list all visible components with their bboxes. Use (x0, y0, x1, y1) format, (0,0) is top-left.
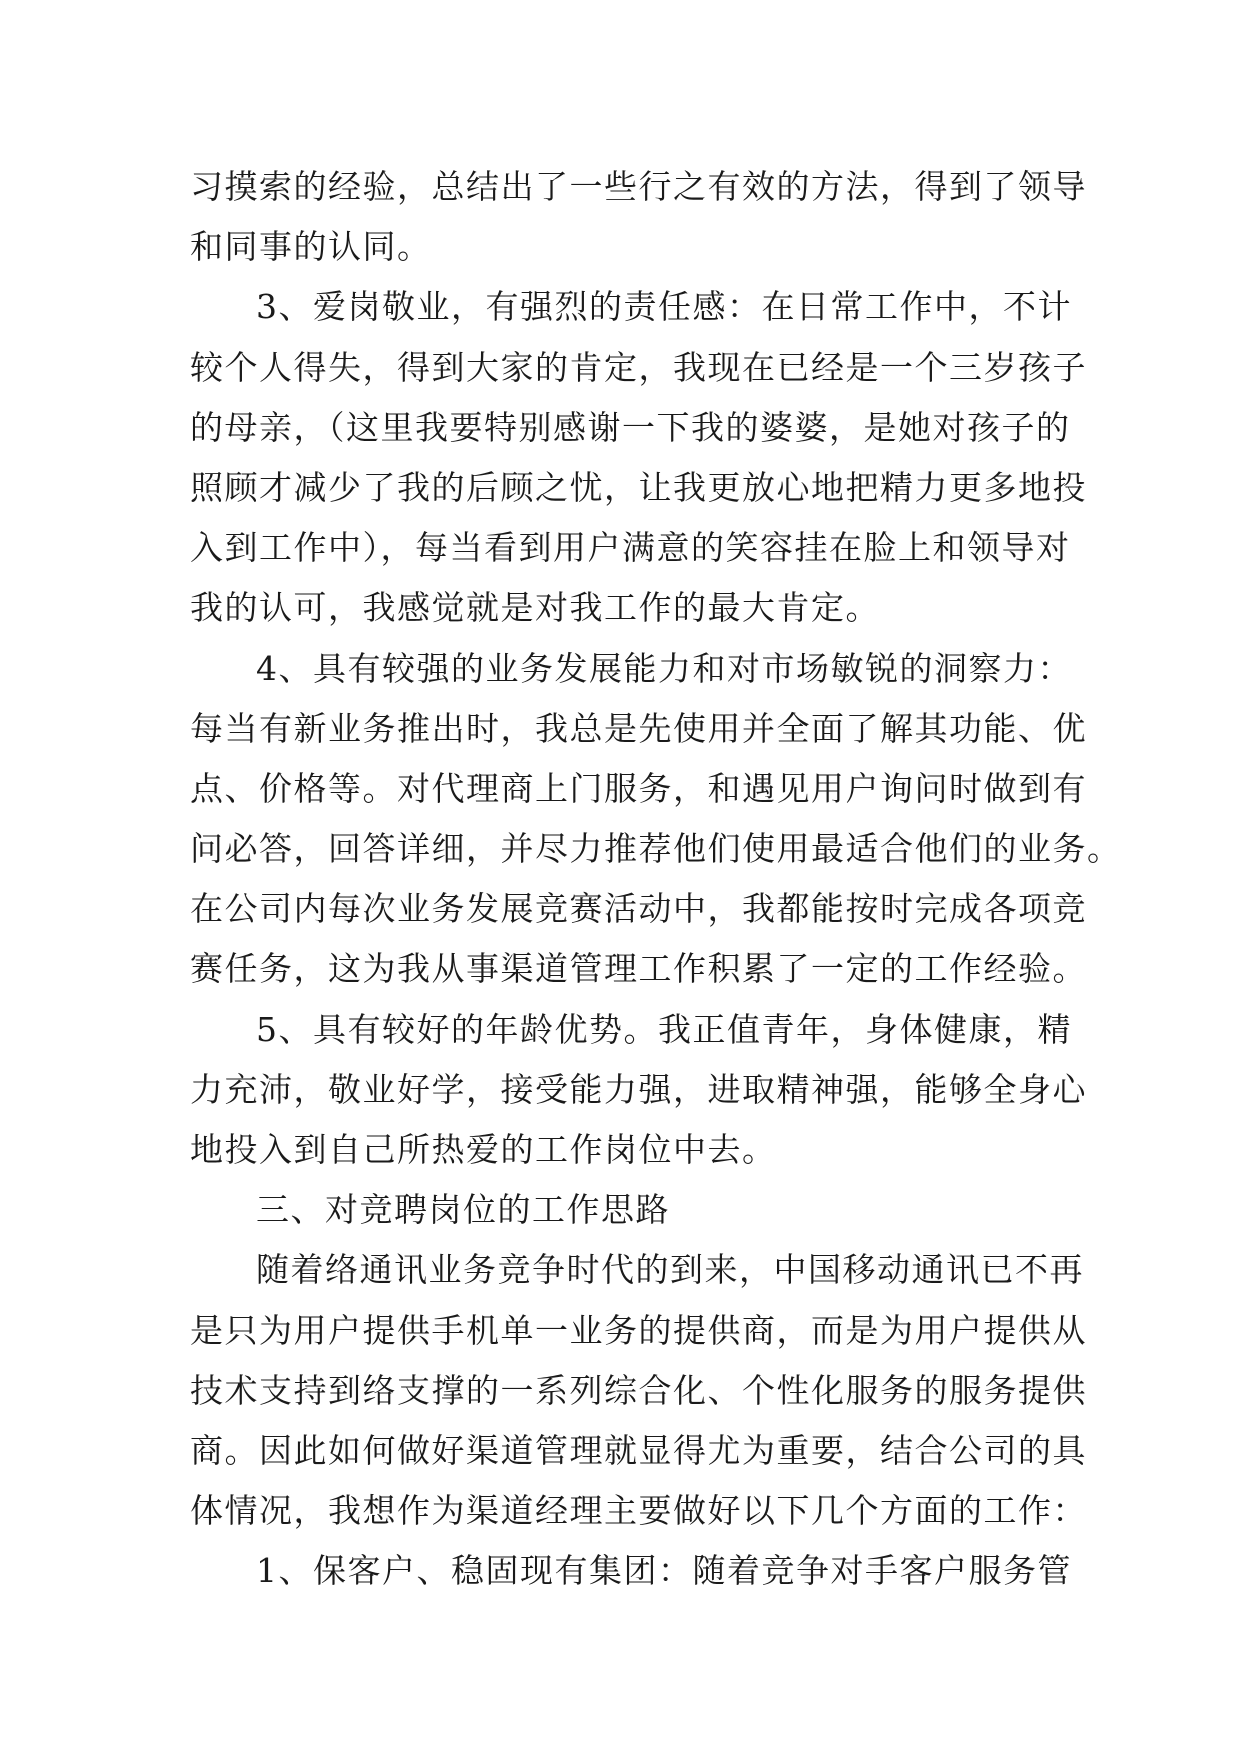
text-line: 照顾才减少了我的后顾之忧，让我更放心地把精力更多地投 (190, 467, 1087, 507)
text-line: 商。因此如何做好渠道管理就显得尤为重要，结合公司的具 (190, 1430, 1087, 1470)
text-line: 的母亲，（这里我要特别感谢一下我的婆婆，是她对孩子的 (190, 407, 1071, 447)
paragraph-start-line: 随着络通讯业务竞争时代的到来，中国移动通讯已不再 (256, 1250, 1084, 1290)
text-line: 技术支持到络支撑的一系列综合化、个性化服务的服务提供 (190, 1370, 1087, 1410)
body-text (190, 157, 1122, 1602)
paragraph-start-line: 5、具有较好的年龄优势。我正值青年，身体健康，精 (256, 1009, 1072, 1049)
text-line: 我的认可，我感觉就是对我工作的最大肯定。 (190, 588, 880, 628)
text-line: 在公司内每次业务发展竞赛活动中，我都能按时完成各项竞 (190, 889, 1087, 929)
section-heading: 三、对竞聘岗位的工作思路 (256, 1190, 670, 1230)
paragraph-start-line: 3、爱岗敬业，有强烈的责任感：在日常工作中，不计 (256, 287, 1072, 327)
text-line: 和同事的认同。 (190, 227, 432, 267)
text-line: 赛任务，这为我从事渠道管理工作积累了一定的工作经验。 (190, 949, 1087, 989)
text-line: 习摸索的经验，总结出了一些行之有效的方法，得到了领导 (190, 167, 1087, 206)
text-line: 体情况，我想作为渠道经理主要做好以下几个方面的工作： (190, 1491, 1087, 1531)
text-line: 问必答，回答详细，并尽力推荐他们使用最适合他们的业务。 (190, 829, 1122, 869)
text-line: 每当有新业务推出时，我总是先使用并全面了解其功能、优 (190, 708, 1087, 748)
text-line: 是只为用户提供手机单一业务的提供商，而是为用户提供从 (190, 1310, 1087, 1350)
text-line: 地投入到自己所热爱的工作岗位中去。 (190, 1130, 777, 1169)
text-line: 较个人得失，得到大家的肯定，我现在已经是一个三岁孩子 (190, 347, 1087, 387)
text-line: 入到工作中），每当看到用户满意的笑容挂在脸上和领导对 (190, 528, 1071, 568)
paragraph-start-line: 4、具有较强的业务发展能力和对市场敏锐的洞察力： (256, 648, 1072, 688)
text-line: 点、价格等。对代理商上门服务，和遇见用户询问时做到有 (190, 768, 1087, 808)
paragraph-start-line: 1、保客户、稳固现有集团：随着竞争对手客户服务管 (256, 1551, 1072, 1591)
text-line: 力充沛，敬业好学，接受能力强，进取精神强，能够全身心 (190, 1069, 1087, 1109)
